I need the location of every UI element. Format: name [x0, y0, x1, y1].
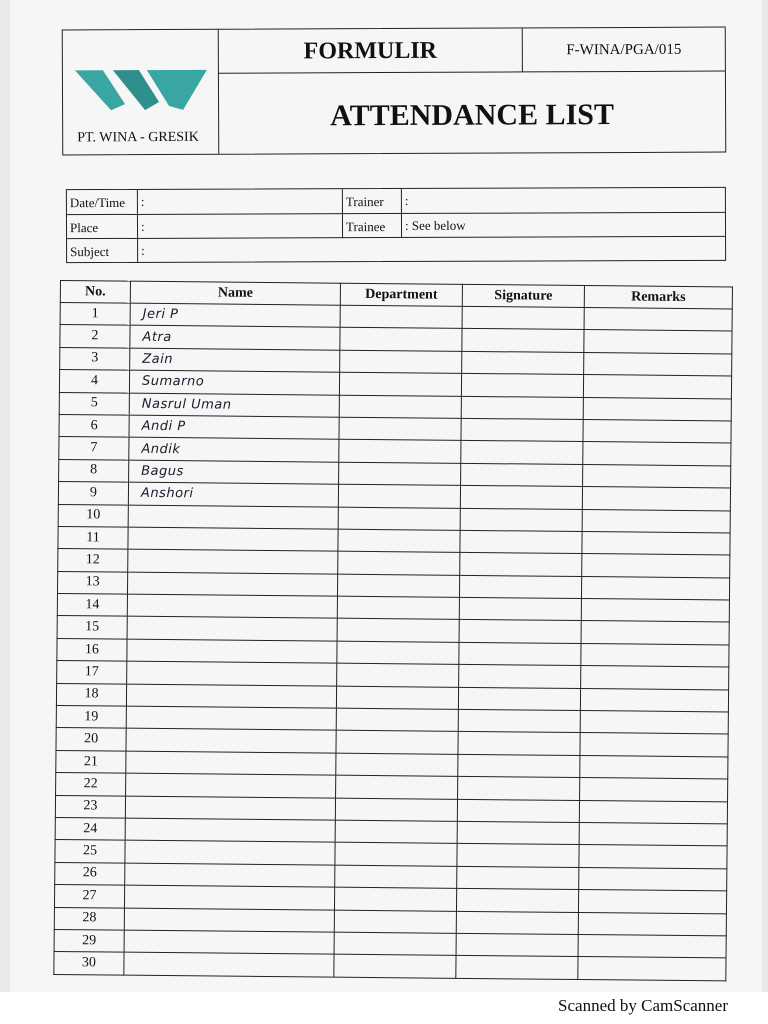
row-number: 16: [57, 638, 127, 661]
row-signature: [458, 754, 580, 778]
row-signature: [460, 485, 582, 509]
row-remarks: [579, 822, 727, 846]
row-department: [338, 529, 460, 553]
col-header-department: Department: [340, 283, 462, 306]
trainer-value: :: [401, 189, 409, 213]
row-remarks: [578, 957, 726, 981]
attendance-table-wrap: [53, 280, 732, 981]
row-number: 21: [56, 750, 126, 773]
col-header-name: Name: [130, 281, 340, 305]
row-name: [127, 594, 337, 618]
row-number: 1: [60, 303, 130, 326]
row-department: [336, 686, 458, 710]
row-name: [124, 952, 334, 976]
row-number: 12: [58, 549, 128, 572]
row-remarks: [582, 531, 730, 555]
row-number: 14: [57, 594, 127, 617]
row-remarks: [583, 375, 731, 399]
row-number: 24: [55, 817, 125, 840]
attendance-table: [53, 280, 733, 981]
row-name: Andi P: [129, 415, 339, 439]
row-remarks: [580, 733, 728, 757]
row-number: 4: [59, 370, 129, 393]
row-remarks: [578, 890, 726, 914]
row-name: Anshori: [128, 482, 338, 506]
row-name: Jeri P: [130, 303, 340, 327]
wina-logo-icon: [73, 66, 209, 113]
row-name: [128, 549, 338, 573]
row-signature: [461, 418, 583, 442]
row-department: [339, 417, 461, 441]
row-department: [335, 820, 457, 844]
row-signature: [459, 620, 581, 644]
row-department: [340, 328, 462, 352]
row-remarks: [582, 554, 730, 578]
row-department: [336, 775, 458, 799]
row-department: [336, 731, 458, 755]
row-name: [127, 661, 337, 685]
row-name: Nasrul Uman: [129, 393, 339, 417]
col-header-remarks: Remarks: [584, 286, 732, 309]
info-row-date: [67, 188, 725, 214]
row-department: [337, 596, 459, 620]
row-department: [336, 708, 458, 732]
row-number: 20: [56, 728, 126, 751]
row-name: [125, 796, 335, 820]
row-name: [128, 527, 338, 551]
row-remarks: [578, 934, 726, 958]
row-signature: [458, 709, 580, 733]
row-name: [127, 617, 337, 641]
row-department: [335, 843, 457, 867]
row-number: 6: [59, 414, 129, 437]
date-value: :: [137, 190, 145, 214]
row-remarks: [584, 352, 732, 376]
row-department: [335, 798, 457, 822]
row-number: 26: [55, 862, 125, 885]
row-signature: [457, 821, 579, 845]
row-number: 3: [60, 347, 130, 370]
row-signature: [456, 956, 578, 980]
row-number: 15: [57, 616, 127, 639]
row-number: 13: [57, 571, 127, 594]
row-name: Sumarno: [129, 370, 339, 394]
row-signature: [459, 642, 581, 666]
row-number: 23: [55, 795, 125, 818]
row-department: [334, 932, 456, 956]
row-remarks: [584, 330, 732, 354]
row-remarks: [581, 576, 729, 600]
trainee-cell: [342, 213, 727, 238]
row-remarks: [578, 912, 726, 936]
row-department: [339, 440, 461, 464]
row-department: [337, 619, 459, 643]
trainer-cell: [342, 188, 727, 213]
row-number: 30: [54, 952, 124, 975]
row-number: 22: [56, 773, 126, 796]
row-name: [126, 751, 336, 775]
row-signature: [456, 888, 578, 912]
row-department: [338, 507, 460, 531]
form-label: FORMULIR: [219, 28, 523, 73]
subject-label: Subject: [70, 244, 110, 260]
place-value: :: [137, 215, 145, 239]
scanner-footer: [0, 992, 768, 1024]
row-number: 10: [58, 504, 128, 527]
row-remarks: [581, 666, 729, 690]
row-department: [336, 753, 458, 777]
row-remarks: [582, 487, 730, 511]
row-name: [125, 841, 335, 865]
row-department: [339, 395, 461, 419]
company-name: PT. WINA - GRESIK: [77, 129, 199, 146]
row-name: [125, 818, 335, 842]
trainee-value: : See below: [401, 214, 466, 238]
row-remarks: [580, 755, 728, 779]
row-department: [337, 574, 459, 598]
row-name: [127, 639, 337, 663]
row-number: 11: [58, 526, 128, 549]
row-signature: [460, 508, 582, 532]
row-signature: [461, 396, 583, 420]
row-remarks: [582, 509, 730, 533]
row-signature: [459, 575, 581, 599]
row-name: [126, 706, 336, 730]
info-row-subject: [67, 236, 725, 262]
row-signature: [459, 597, 581, 621]
row-remarks: [581, 599, 729, 623]
page-title: ATTENDANCE LIST: [330, 98, 615, 133]
row-department: [334, 954, 456, 978]
row-department: [338, 551, 460, 575]
row-remarks: [580, 688, 728, 712]
row-department: [338, 484, 460, 508]
info-block: [66, 187, 726, 263]
row-number: 29: [54, 929, 124, 952]
row-remarks: [581, 621, 729, 645]
row-name: [126, 729, 336, 753]
row-signature: [457, 866, 579, 890]
row-signature: [462, 351, 584, 375]
row-signature: [461, 374, 583, 398]
row-number: 18: [56, 683, 126, 706]
table-body: [54, 303, 732, 981]
row-number: 27: [54, 885, 124, 908]
row-signature: [456, 911, 578, 935]
row-department: [334, 887, 456, 911]
subject-value: :: [137, 239, 145, 263]
row-signature: [460, 530, 582, 554]
row-remarks: [583, 464, 731, 488]
row-number: 19: [56, 706, 126, 729]
trainee-label: Trainee: [345, 219, 386, 235]
row-signature: [458, 732, 580, 756]
row-remarks: [583, 442, 731, 466]
row-department: [337, 641, 459, 665]
row-number: 5: [59, 392, 129, 415]
row-signature: [457, 799, 579, 823]
row-remarks: [583, 397, 731, 421]
date-label: Date/Time: [69, 194, 126, 211]
row-name: Atra: [130, 326, 340, 350]
row-remarks: [580, 778, 728, 802]
row-department: [339, 462, 461, 486]
row-name: Andik: [129, 438, 339, 462]
form-code: F-WINA/PGA/015: [523, 28, 725, 73]
row-department: [340, 305, 462, 329]
row-name: [124, 908, 334, 932]
row-signature: [457, 844, 579, 868]
row-name: [126, 684, 336, 708]
row-signature: [461, 463, 583, 487]
row-signature: [462, 306, 584, 330]
row-name: [128, 505, 338, 529]
row-department: [334, 910, 456, 934]
row-remarks: [579, 845, 727, 869]
col-header-signature: Signature: [462, 284, 584, 307]
row-signature: [458, 687, 580, 711]
row-number: 8: [59, 459, 129, 482]
row-number: 17: [57, 661, 127, 684]
document-page: [10, 0, 762, 992]
row-remarks: [580, 711, 728, 735]
row-signature: [461, 441, 583, 465]
row-remarks: [579, 800, 727, 824]
row-department: [339, 372, 461, 396]
row-remarks: [581, 643, 729, 667]
row-department: [340, 350, 462, 374]
row-name: [124, 930, 334, 954]
place-label: Place: [69, 220, 99, 236]
row-name: Bagus: [129, 460, 339, 484]
row-signature: [462, 329, 584, 353]
col-header-no: No.: [60, 281, 130, 304]
row-number: 9: [58, 482, 128, 505]
row-signature: [459, 665, 581, 689]
row-signature: [458, 777, 580, 801]
logo-cell: [63, 30, 220, 155]
row-number: 28: [54, 907, 124, 930]
row-name: [126, 773, 336, 797]
row-department: [337, 663, 459, 687]
row-number: 25: [55, 840, 125, 863]
row-department: [335, 865, 457, 889]
row-signature: [460, 553, 582, 577]
row-signature: [456, 933, 578, 957]
row-name: [124, 885, 334, 909]
scanner-watermark: Scanned by CamScanner: [558, 996, 728, 1015]
trainer-label: Trainer: [345, 194, 384, 210]
row-name: [125, 863, 335, 887]
row-remarks: [584, 308, 732, 332]
row-remarks: [583, 419, 731, 443]
row-number: 2: [60, 325, 130, 348]
info-row-place: [67, 212, 725, 238]
form-header: [62, 27, 727, 156]
row-name: [127, 572, 337, 596]
row-number: 7: [59, 437, 129, 460]
row-name: Zain: [130, 348, 340, 372]
row-remarks: [579, 867, 727, 891]
